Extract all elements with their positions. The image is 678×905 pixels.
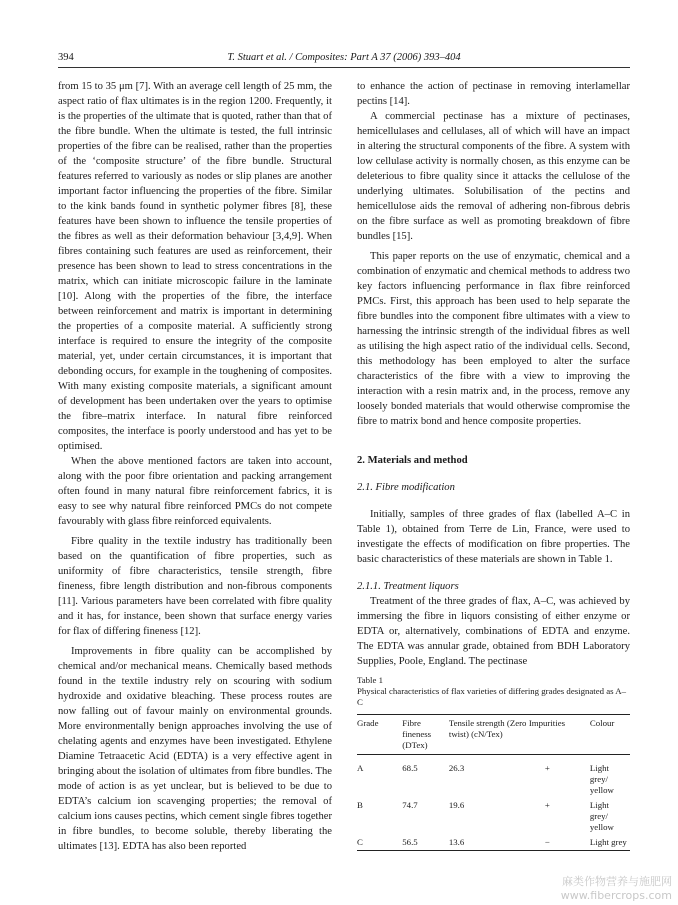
watermark-line: www.fibercrops.com [560, 889, 672, 902]
column-header: Grade [357, 718, 379, 728]
table-row [357, 755, 630, 799]
table-cell: − [544, 837, 550, 847]
paragraph: from 15 to 35 μm [7]. With an average cell length of 25 mm, the aspect ratio of flax ultimates is in the region 1200. Frequently, it is the properties of the ultimate that is quoted, rather than that of the fibre bundle. When the ultimate is tested, the full intrinsic properties of the fibre can be realised, rather than the properties of the ‘composite structure’ of the fibre bundle. Structural features referred to variously as nodes or slip planes are another important factor influencing the properties of the fibre. Similar to the kink bands found in synthetic polymer fibres [8], these features have been shown to influence the tensile properties of the fibres as well as their deformation behaviour [3,4,9]. When fibres containing such features are used as reinforcement, their presence has been shown to lead to stress concentrations in the matrix, which can initiate microscopic failure in the laminate [10]. Along with the properties of the fibre, the interface between reinforcement and matrix is important in determining the properties of a composite material. A sufficiently strong interface is required to ensure the integrity of the composite material, yet, under certain circumstances, it is important that debonding occurs, for example in the toughening of composites. With many existing composite materials, a significant amount of development has been undertaken over the years to optimise the fibre–matrix interface. In natural fibre reinforced composites, the interface is poorly understood and has yet to be optimised. [58, 81, 332, 452]
section-heading: 2. Materials and method [357, 455, 468, 466]
table-1 [357, 675, 630, 851]
right-column [357, 79, 630, 669]
table-header-row [357, 715, 630, 755]
table-cell: 74.7 [402, 800, 418, 810]
paragraph: to enhance the action of pectinase in removing interlamellar pectins [14]. [357, 81, 630, 107]
page-header [58, 52, 630, 66]
table-cell: 68.5 [402, 763, 418, 773]
table-row [357, 835, 630, 851]
table-cell: Light grey/ yellow [589, 800, 614, 832]
paragraph: Fibre quality in the textile industry has traditionally been based on the quantification of fibre properties, such as uniformity of fibre characteristics, tensile strength, fibre fineness, fibre length distribution and non-fibrous components [11]. Various parameters have been correlated with fibre quality and it has, for instance, been shown that surface energy varies for flax of differing fineness [12]. [58, 536, 332, 637]
table-cell: Light grey [589, 837, 627, 847]
paragraph: A commercial pectinase has a mixture of pectinases, hemicellulases and cellulases, all of which will have an impact in altering the structural components of the fibre. A system with low cellulase activity is normally chosen, as this enzyme can be deleterious to fibre quality since it attacks the cellulose of the underlying ultimates. Solubilisation of the pectins and hemicellulose aids the removal of adhering non-fibrous debris on the fibre surface as well as promoting breakdown of fibre bundles [15]. [357, 111, 630, 242]
table-cell: C [357, 837, 363, 847]
column-header: Tensile strength (Zero twist) (cN/Tex) [448, 718, 527, 739]
table-cell: A [357, 763, 364, 773]
running-head: T. Stuart et al. / Composites: Part A 37 (2006) 393–404 [227, 52, 461, 63]
table-cell: 13.6 [448, 837, 465, 847]
paragraph: Initially, samples of three grades of flax (labelled A–C in Table 1), obtained from Terre de Lin, France, were used to investigate the effects of modification on fibre properties. The basic characteristics of these materials are shown in Table 1. [357, 509, 630, 565]
table-label: Table 1 [357, 675, 384, 685]
column-header: Colour [589, 718, 615, 728]
column-header: Impurities [528, 718, 566, 728]
watermark-line: 麻类作物营养与施肥网 [562, 875, 672, 888]
watermark [561, 875, 672, 903]
paragraph: Improvements in fibre quality can be accomplished by chemical and/or mechanical means. Chemically based methods found in the textile industry rely on scouring with sodium hydroxide and oxidative bleaching. These process routes are now falling out of favour mainly on environmental grounds. More environmentally benign approaches involving the use of chelating agents and enzymes have been investigated. Ethylene Diamine Tetraacetic Acid (EDTA) is a very effective agent in bringing about the isolation of ultimates from fibre bundles. The mode of action is as yet unclear, but is believed to be due to EDTA’s calcium ion scavenging properties; the removal of calcium ions causes pectins, which cement single fibres together in fibre bundles, to become soluble, thereby liberating the ultimates [13]. EDTA has also been reported [58, 646, 332, 852]
table-cell: 26.3 [448, 763, 465, 773]
table-cell: 56.5 [402, 837, 418, 847]
table-cell: Light grey/ yellow [589, 763, 614, 795]
header-rule [58, 67, 630, 68]
subsection-heading: 2.1. Fibre modification [357, 482, 455, 493]
paragraph: Treatment of the three grades of flax, A–C, was achieved by immersing the fibre in liquors consisting of either enzyme or EDTA or, alternatively, combinations of EDTA and enzyme. The EDTA was annular grade, obtained from BDH Laboratory Supplies, Poole, England. The pectinase [357, 596, 630, 667]
paragraph: This paper reports on the use of enzymatic, chemical and a combination of enzymatic and chemical methods to address two key factors influencing performance in flax fibre reinforced PMCs. First, this approach has been used to help separate the fibre bundles into the component fibre ultimates with a view to harnessing the intrinsic strength of the individual fibres as well as utilising the high aspect ratio of the individual cells. Second, this methodology has been employed to alter the surface characteristics of the fibre with a view to improving the interaction with a resin matrix and, in the process, remove any loosely bonded materials that would otherwise compromise the fibre to matrix bond and hence composite properties. [357, 251, 630, 427]
table-cell: 19.6 [448, 800, 465, 810]
left-column [58, 79, 332, 854]
column-header: Fibre fineness (DTex) [402, 718, 432, 750]
table-cell: B [357, 800, 363, 810]
data-table [357, 714, 630, 851]
subsubsection-heading: 2.1.1. Treatment liquors [357, 581, 459, 592]
table-cell: + [544, 800, 550, 810]
paragraph: When the above mentioned factors are taken into account, along with the poor fibre orientation and packing arrangement often found in many natural fibre reinforcement fabrics, it is easy to see why natural fibre reinforced PMCs do not compete favourably with glass fibre reinforced equivalents. [58, 456, 332, 527]
table-caption: Physical characteristics of flax varieties of differing grades designated as A–C [357, 686, 627, 707]
page-number: 394 [58, 52, 74, 63]
table-row [357, 798, 630, 835]
table-cell: + [544, 763, 550, 773]
